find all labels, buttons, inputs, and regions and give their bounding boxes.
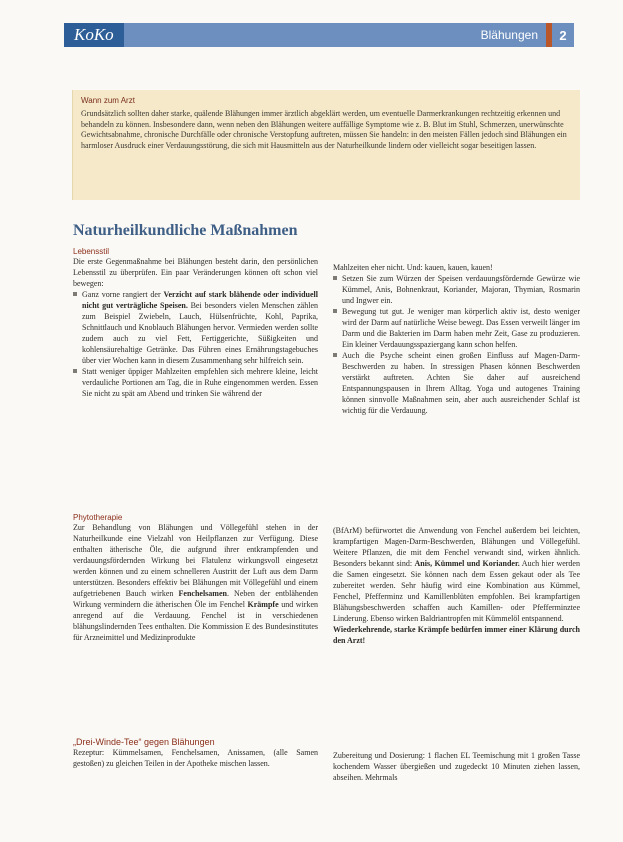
phytotherapie-left-column xyxy=(73,513,318,643)
lebensstil-list xyxy=(73,289,318,399)
section-title: Blähungen xyxy=(480,28,538,42)
page-header xyxy=(64,22,574,48)
list-item: Setzen Sie zum Würzen der Speisen verdauungsfördernde Gewürze wie Kümmel, Anis, Bohnenkraut, Koriander, Majoran, Thymian, Rosmarin und Ingwer ein. xyxy=(333,273,580,306)
lebensstil-list-continued xyxy=(333,273,580,416)
header-bar xyxy=(124,23,546,47)
bullet-icon xyxy=(333,353,337,357)
lebensstil-right-column xyxy=(333,262,580,416)
page-number: 2 xyxy=(552,23,574,47)
list-item: Statt weniger üppiger Mahlzeiten empfehlen sich mehrere kleine, leicht verdauliche Portionen am Tag, die in Ruhe eingenommen werden. Essen Sie nicht zu spät am Abend und trinken Sie während der xyxy=(73,366,318,399)
list-item: Bewegung tut gut. Je weniger man körperlich aktiv ist, desto weniger wird der Darm auf natürliche Weise bewegt. Das Essen verweilt länger im Darm und die Bakterien im Darm haben mehr Zeit, Gase zu produzieren. Ein kleiner Verdauungsspaziergang kann schon helfen. xyxy=(333,306,580,350)
phytotherapie-text: Zur Behandlung von Blähungen und Völlegefühl stehen in der Naturheilkunde eine Vielzahl von Heilpflanzen zur Verfügung. Diese enthalten ätherische Öle, die aufgrund ihrer entkrampfenden und verdauungsfördernden Wirkung bei Flatulenz wirkungsvoll eingesetzt werden können und zu einem schnelleren Austritt der Luft aus dem Darm unterstützen. Besonders effektiv bei Blähungen mit Völlegefühl und einem aufgetriebenen Bauch wirken Fenchelsamen. Neben der entblähenden Wirkung vermindern die ätherischen Öle im Fenchel Krämpfe und wirken anregend auf die Verdauung. Fenchel ist in verschiedenen blähungslindernden Tees enthalten. Die Kommission E des Bundesinstitutes für Arzneimittel und Medizinprodukte xyxy=(73,523,319,642)
info-box-text: Grundsätzlich sollten daher starke, quälende Blähungen immer ärztlich abgeklärt werden, um eventuelle Darmerkrankungen rechtzeitig erkennen und behandeln zu können. Insbesondere dann, wenn neben den Blähungen weitere auffällige Symptome wie z. B. Blut im Stuhl, Schmerzen, unerwünschte Gewichtsabnahme, chronische Durchfälle oder chronische Verstopfung auftreten, müssen Sie handeln: in den meisten Fällen jedoch sind Blähungen ein harmloser Ausdruck einer Verdauungsstörung, die sich mit Hausmitteln aus der Naturheilkunde lindern oder vielleicht sogar beseitigen lassen. xyxy=(81,109,567,150)
tea-preparation: Zubereitung und Dosierung: 1 flachen EL Teemischung mit 1 großen Tasse kochendem Wasser übergießen und zugedeckt 10 Minuten ziehen lassen, abseihen. Mehrmals xyxy=(333,751,580,782)
lebensstil-subhead: Lebensstil xyxy=(73,247,110,256)
tea-title: „Drei-Winde-Tee“ gegen Blähungen xyxy=(73,737,215,747)
phytotherapie-right-column xyxy=(333,525,580,646)
doctor-warning: Wiederkehrende, starke Krämpfe bedürfen immer einer Klärung durch den Arzt! xyxy=(333,625,580,645)
bullet-icon xyxy=(333,309,337,313)
bullet-icon xyxy=(73,292,77,296)
bullet-icon xyxy=(333,276,337,280)
phytotherapie-continuation: (BfArM) befürwortet die Anwendung von Fenchel außerdem bei leichten, krampfartigen Magen-Darm-Beschwerden, Blähungen und Völlegefühl. Weitere Pflanzen, die mit dem Fenchel verwandt sind, wirken ähnlich. Besonders bekannt sind: Anis, Kümmel und Koriander. Auch hier werden die Samen eingesetzt. Sie können nach dem Essen gekaut oder als Tee zubereitet werden. Sehr häufig wird eine Kombination aus Kümmel, Fenchel, Pfefferminz und Kamillenblüten empfohlen. Bei krampfartigen Blähungsbeschwerden schaffen auch Kamillen- oder Pfefferminztee Linderung. Ebenso wirken Baldriantropfen mit Kümmelöl entspannend. xyxy=(333,526,580,623)
info-box-title: Wann zum Arzt xyxy=(81,96,135,105)
info-box xyxy=(72,90,580,200)
list-item: Ganz vorne rangiert der Verzicht auf stark blähende oder individuell nicht gut verträgliche Speisen. Bei besonders vielen Menschen zählen zum Beispiel Zwiebeln, Lauch, Hülsenfrüchte, Kohl, Paprika, Schnittlauch und Knoblauch Blähungen hervor. Vermieden werden sollte zudem auch zu viel Fett, Fertiggerichte, Süßigkeiten und kohlensäurehaltige Getränke. Das Führen eines Ernährungstagebuches über vier Wochen kann in diesem Zusammenhang sehr hilfreich sein. xyxy=(73,289,318,366)
tea-left-column xyxy=(73,737,318,769)
brand-logo: KoKo xyxy=(64,23,124,47)
lebensstil-intro: Die erste Gegenmaßnahme bei Blähungen besteht darin, den persönlichen Lebensstil zu überprüfen. Ein paar Veränderungen können oft schon viel bewegen: xyxy=(73,257,318,288)
phytotherapie-subhead: Phytotherapie xyxy=(73,513,123,522)
lebensstil-left-column xyxy=(73,247,318,399)
list-item: Auch die Psyche scheint einen großen Einfluss auf Magen-Darm-Beschwerden zu haben. In stressigen Phasen können Beschwerden verstärkt auftreten. Achten Sie daher auf ausreichend Entspannungspausen in Ihrem Alltag. Yoga und autogenes Training können sinnvolle Maßnahmen sein, aber auch ausreichender Schlaf ist wichtig für die Verdauung. xyxy=(333,350,580,416)
bullet-icon xyxy=(73,369,77,373)
tea-right-column xyxy=(333,750,580,783)
tea-recipe: Rezeptur: Kümmelsamen, Fenchelsamen, Anissamen, (alle Samen gestoßen) zu gleichen Teilen in der Apotheke mischen lassen. xyxy=(73,748,318,768)
section-heading: Naturheilkundliche Maßnahmen xyxy=(73,222,298,239)
lebensstil-continuation: Mahlzeiten eher nicht. Und: kauen, kauen, kauen! xyxy=(333,263,493,272)
